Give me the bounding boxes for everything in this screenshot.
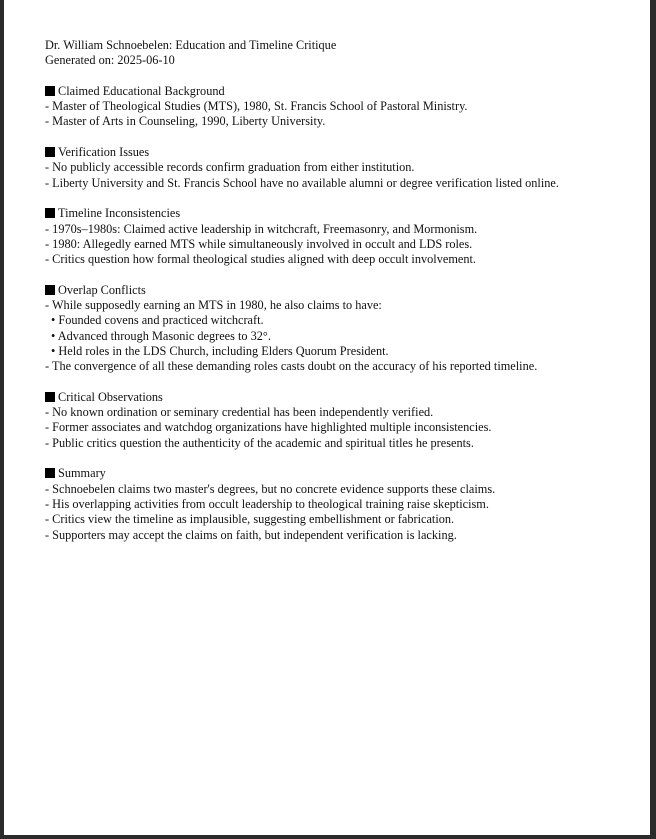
list-item: - Liberty University and St. Francis School have no available alumni or degree verification listed online. <box>45 175 559 190</box>
section-timeline-inconsistencies <box>45 206 650 267</box>
sub-list-item: • Advanced through Masonic degrees to 32°. <box>51 328 271 343</box>
list-item: - Critics question how formal theological studies aligned with deep occult involvement. <box>45 252 476 267</box>
list-item: - No publicly accessible records confirm graduation from either institution. <box>45 160 415 175</box>
section-heading: Critical Observations <box>45 390 650 405</box>
list-item: - The convergence of all these demanding roles casts doubt on the accuracy of his reported timeline. <box>45 359 538 374</box>
square-bullet-icon <box>45 147 55 157</box>
document-title: Dr. William Schnoebelen: Education and Timeline Critique <box>45 38 337 52</box>
list-item: - Master of Theological Studies (MTS), 1980, St. Francis School of Pastoral Ministry. <box>45 99 468 114</box>
square-bullet-icon <box>45 285 55 295</box>
section-verification-issues <box>45 145 650 191</box>
list-item: - Master of Arts in Counseling, 1990, Liberty University. <box>45 114 326 129</box>
list-item: - Schnoebelen claims two master's degrees, but no concrete evidence supports these claims. <box>45 481 496 496</box>
section-heading: Verification Issues <box>45 145 650 160</box>
list-item: - No known ordination or seminary credential has been independently verified. <box>45 405 434 420</box>
list-item: - Critics view the timeline as implausible, suggesting embellishment or fabrication. <box>45 512 455 527</box>
section-claimed-educational-background <box>45 84 650 130</box>
sub-list-item: • Founded covens and practiced witchcraft. <box>51 313 264 328</box>
section-heading: Overlap Conflicts <box>45 283 650 298</box>
section-critical-observations <box>45 390 650 451</box>
section-summary <box>45 466 650 542</box>
list-item: - 1970s–1980s: Claimed active leadership in witchcraft, Freemasonry, and Mormonism. <box>45 221 478 236</box>
section-overlap-conflicts <box>45 283 650 375</box>
list-item: - Former associates and watchdog organizations have highlighted multiple inconsistencies. <box>45 420 492 435</box>
square-bullet-icon <box>45 208 55 218</box>
document-page <box>4 0 650 835</box>
square-bullet-icon <box>45 86 55 96</box>
section-heading: Claimed Educational Background <box>45 84 650 99</box>
section-heading: Timeline Inconsistencies <box>45 206 650 221</box>
square-bullet-icon <box>45 392 55 402</box>
list-item: - His overlapping activities from occult leadership to theological training raise skepticism. <box>45 496 489 511</box>
list-item: - 1980: Allegedly earned MTS while simultaneously involved in occult and LDS roles. <box>45 236 473 251</box>
list-item: - While supposedly earning an MTS in 1980, he also claims to have: <box>45 298 382 313</box>
generated-date: Generated on: 2025-06-10 <box>45 53 175 68</box>
list-item: - Public critics question the authenticity of the academic and spiritual titles he presents. <box>45 435 474 450</box>
section-heading: Summary <box>45 466 650 481</box>
sub-list-item: • Held roles in the LDS Church, including Elders Quorum President. <box>51 343 389 358</box>
square-bullet-icon <box>45 468 55 478</box>
list-item: - Supporters may accept the claims on faith, but independent verification is lacking. <box>45 527 457 542</box>
